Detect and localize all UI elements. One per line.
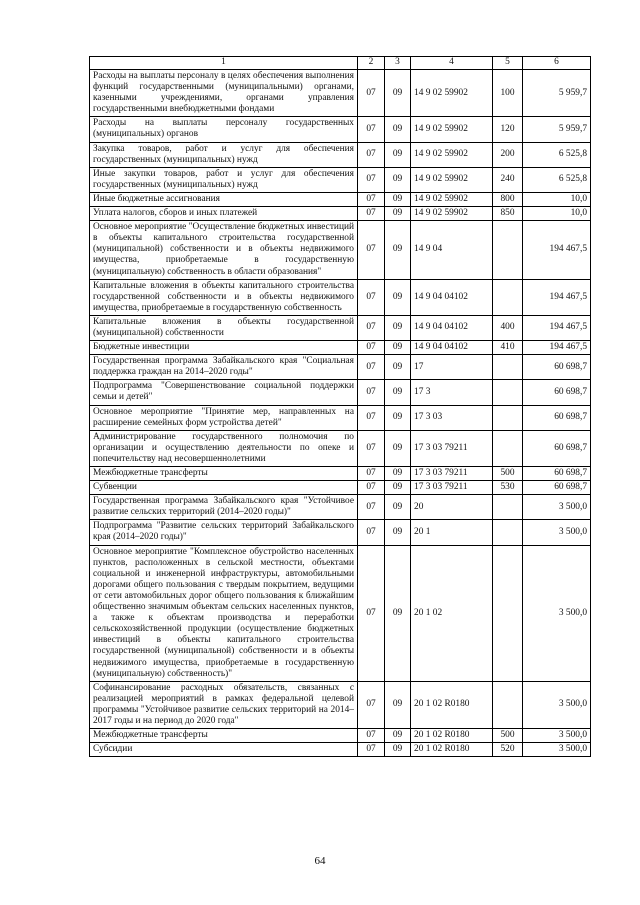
table-row [90, 207, 591, 221]
row-subsection: 09 [385, 545, 411, 681]
row-target-code: 20 1 02 [411, 545, 493, 681]
row-subsection: 09 [385, 495, 411, 520]
row-expense-type: 100 [493, 70, 523, 117]
row-target-code: 17 3 03 79211 [411, 430, 493, 466]
row-name: Расходы на выплаты персоналу в целях обеспечения выполнения функций государственными (муниципальными) органами, казенными учреждениями, органами управления государственными внебюджетными фондами [90, 70, 358, 117]
row-section: 07 [358, 467, 385, 481]
row-target-code: 14 9 02 59902 [411, 207, 493, 221]
row-subsection: 09 [385, 520, 411, 545]
row-section: 07 [358, 495, 385, 520]
row-expense-type: 530 [493, 481, 523, 495]
table-row [90, 743, 591, 757]
row-expense-type [493, 405, 523, 430]
row-subsection: 09 [385, 70, 411, 117]
row-amount: 60 698,7 [523, 405, 591, 430]
row-target-code: 14 9 02 59902 [411, 192, 493, 206]
table-row [90, 430, 591, 466]
row-expense-type [493, 221, 523, 279]
row-subsection: 09 [385, 467, 411, 481]
table-row [90, 341, 591, 355]
row-amount: 3 500,0 [523, 729, 591, 743]
row-subsection: 09 [385, 729, 411, 743]
row-amount: 3 500,0 [523, 495, 591, 520]
row-section: 07 [358, 681, 385, 728]
row-name: Софинансирование расходных обязательств, связанных с реализацией мероприятий в рамках федеральной целевой программы "Устойчивое развитие сельских территорий на 2014–2017 годы и на период до 2020 года" [90, 681, 358, 728]
row-target-code: 17 3 03 [411, 405, 493, 430]
row-name: Подпрограмма "Совершенствование социальной поддержки семьи и детей" [90, 380, 358, 405]
row-target-code: 14 9 04 [411, 221, 493, 279]
table-body [90, 70, 591, 757]
row-subsection: 09 [385, 192, 411, 206]
row-name: Иные закупки товаров, работ и услуг для обеспечения государственных (муниципальных) нужд [90, 167, 358, 192]
header-col-5: 5 [493, 57, 523, 70]
row-expense-type: 800 [493, 192, 523, 206]
row-expense-type [493, 355, 523, 380]
row-name: Подпрограмма "Развитие сельских территорий Забайкальского края (2014–2020 годы)" [90, 520, 358, 545]
row-amount: 10,0 [523, 207, 591, 221]
row-expense-type [493, 430, 523, 466]
row-section: 07 [358, 117, 385, 142]
row-amount: 5 959,7 [523, 117, 591, 142]
row-section: 07 [358, 743, 385, 757]
row-section: 07 [358, 355, 385, 380]
row-amount: 3 500,0 [523, 545, 591, 681]
row-subsection: 09 [385, 430, 411, 466]
row-target-code: 20 1 [411, 520, 493, 545]
row-amount: 3 500,0 [523, 681, 591, 728]
row-name: Субвенции [90, 481, 358, 495]
row-target-code: 17 3 [411, 380, 493, 405]
header-col-1: 1 [90, 57, 358, 70]
row-amount: 10,0 [523, 192, 591, 206]
row-subsection: 09 [385, 142, 411, 167]
row-expense-type: 500 [493, 729, 523, 743]
header-col-4: 4 [411, 57, 493, 70]
row-expense-type [493, 520, 523, 545]
row-amount: 194 467,5 [523, 221, 591, 279]
table-row [90, 192, 591, 206]
row-name: Межбюджетные трансферты [90, 729, 358, 743]
row-amount: 194 467,5 [523, 279, 591, 315]
row-amount: 60 698,7 [523, 355, 591, 380]
row-target-code: 14 9 04 04102 [411, 341, 493, 355]
table-row [90, 545, 591, 681]
row-subsection: 09 [385, 221, 411, 279]
row-name: Капитальные вложения в объекты капитального строительства государственной собственности и в объекты недвижимого имущества, приобретаемые в государственную собственность [90, 279, 358, 315]
row-section: 07 [358, 520, 385, 545]
table-row [90, 495, 591, 520]
row-target-code: 20 1 02 R0180 [411, 743, 493, 757]
row-subsection: 09 [385, 743, 411, 757]
row-name: Капитальные вложения в объекты государственной (муниципальной) собственности [90, 315, 358, 340]
row-expense-type [493, 279, 523, 315]
row-section: 07 [358, 207, 385, 221]
row-amount: 60 698,7 [523, 467, 591, 481]
row-target-code: 17 3 03 79211 [411, 467, 493, 481]
row-section: 07 [358, 315, 385, 340]
row-expense-type: 850 [493, 207, 523, 221]
table-row [90, 729, 591, 743]
row-target-code: 14 9 02 59902 [411, 142, 493, 167]
row-amount: 3 500,0 [523, 520, 591, 545]
row-name: Государственная программа Забайкальского края "Устойчивое развитие сельских территорий (2014–2020 годы)" [90, 495, 358, 520]
row-amount: 6 525,8 [523, 167, 591, 192]
row-section: 07 [358, 729, 385, 743]
header-row [90, 57, 591, 70]
row-amount: 60 698,7 [523, 380, 591, 405]
table-row [90, 279, 591, 315]
row-section: 07 [358, 192, 385, 206]
row-amount: 194 467,5 [523, 341, 591, 355]
row-subsection: 09 [385, 315, 411, 340]
row-expense-type: 200 [493, 142, 523, 167]
table-row [90, 481, 591, 495]
row-section: 07 [358, 380, 385, 405]
table-row [90, 355, 591, 380]
row-expense-type: 500 [493, 467, 523, 481]
row-subsection: 09 [385, 207, 411, 221]
row-section: 07 [358, 70, 385, 117]
row-name: Расходы на выплаты персоналу государственных (муниципальных) органов [90, 117, 358, 142]
row-target-code: 20 1 02 R0180 [411, 729, 493, 743]
row-section: 07 [358, 481, 385, 495]
table-row [90, 681, 591, 728]
row-amount: 6 525,8 [523, 142, 591, 167]
row-section: 07 [358, 545, 385, 681]
row-target-code: 17 [411, 355, 493, 380]
row-subsection: 09 [385, 681, 411, 728]
row-section: 07 [358, 430, 385, 466]
table-row [90, 142, 591, 167]
row-expense-type [493, 495, 523, 520]
row-amount: 60 698,7 [523, 481, 591, 495]
table-row [90, 315, 591, 340]
row-expense-type [493, 545, 523, 681]
row-section: 07 [358, 279, 385, 315]
row-target-code: 20 [411, 495, 493, 520]
row-section: 07 [358, 167, 385, 192]
row-subsection: 09 [385, 167, 411, 192]
row-name: Уплата налогов, сборов и иных платежей [90, 207, 358, 221]
row-expense-type [493, 380, 523, 405]
row-target-code: 14 9 04 04102 [411, 279, 493, 315]
row-name: Администрирование государственного полномочия по организации и осуществлению деятельности по опеке и попечительству над несовершеннолетними [90, 430, 358, 466]
row-target-code: 14 9 02 59902 [411, 70, 493, 117]
row-amount: 60 698,7 [523, 430, 591, 466]
table-row [90, 467, 591, 481]
row-section: 07 [358, 221, 385, 279]
row-target-code: 14 9 04 04102 [411, 315, 493, 340]
row-subsection: 09 [385, 279, 411, 315]
row-name: Иные бюджетные ассигнования [90, 192, 358, 206]
row-name: Субсидии [90, 743, 358, 757]
table-row [90, 221, 591, 279]
header-col-6: 6 [523, 57, 591, 70]
row-name: Основное мероприятие "Комплексное обустройство населенных пунктов, расположенных в сельской местности, объектами социальной и инженерной инфраструктуры, автомобильными дорогами общего пользования с твердым покрытием, ведущими от сети автомобильных дорог общего пользования к ближайшим общественно значимым объектам сельских населенных пунктов, а также к объектам производства и переработки сельскохозяйственной продукции (осуществление бюджетных инвестиций в объекты капитального строительства государственной (муниципальной) собственности и в объекты недвижимого имущества, приобретаемые в государственную (муниципальную) собственность)" [90, 545, 358, 681]
table-row [90, 70, 591, 117]
row-expense-type: 240 [493, 167, 523, 192]
row-expense-type: 520 [493, 743, 523, 757]
header-col-3: 3 [385, 57, 411, 70]
page-number: 64 [314, 855, 326, 867]
row-subsection: 09 [385, 355, 411, 380]
row-name: Межбюджетные трансферты [90, 467, 358, 481]
row-subsection: 09 [385, 341, 411, 355]
row-expense-type: 120 [493, 117, 523, 142]
row-expense-type: 410 [493, 341, 523, 355]
row-amount: 194 467,5 [523, 315, 591, 340]
header-col-2: 2 [358, 57, 385, 70]
row-target-code: 20 1 02 R0180 [411, 681, 493, 728]
row-subsection: 09 [385, 481, 411, 495]
row-target-code: 17 3 03 79211 [411, 481, 493, 495]
row-expense-type: 400 [493, 315, 523, 340]
table-row [90, 380, 591, 405]
table-row [90, 405, 591, 430]
row-subsection: 09 [385, 405, 411, 430]
row-subsection: 09 [385, 380, 411, 405]
row-name: Бюджетные инвестиции [90, 341, 358, 355]
row-amount: 3 500,0 [523, 743, 591, 757]
row-subsection: 09 [385, 117, 411, 142]
row-amount: 5 959,7 [523, 70, 591, 117]
row-target-code: 14 9 02 59902 [411, 167, 493, 192]
row-name: Основное мероприятие "Принятие мер, направленных на расширение семейных форм устройства детей" [90, 405, 358, 430]
row-name: Государственная программа Забайкальского края "Социальная поддержка граждан на 2014–2020 годы" [90, 355, 358, 380]
table-row [90, 117, 591, 142]
row-section: 07 [358, 341, 385, 355]
row-name: Закупка товаров, работ и услуг для обеспечения государственных (муниципальных) нужд [90, 142, 358, 167]
table-row [90, 520, 591, 545]
row-name: Основное мероприятие "Осуществление бюджетных инвестиций в объекты капитального строительства государственной (муниципальной) собственности и в объекты недвижимого имущества, приобретаемые в государственную (муниципальную) собственность в области образования" [90, 221, 358, 279]
row-expense-type [493, 681, 523, 728]
budget-table [89, 56, 591, 757]
table-row [90, 167, 591, 192]
row-section: 07 [358, 405, 385, 430]
row-target-code: 14 9 02 59902 [411, 117, 493, 142]
row-section: 07 [358, 142, 385, 167]
